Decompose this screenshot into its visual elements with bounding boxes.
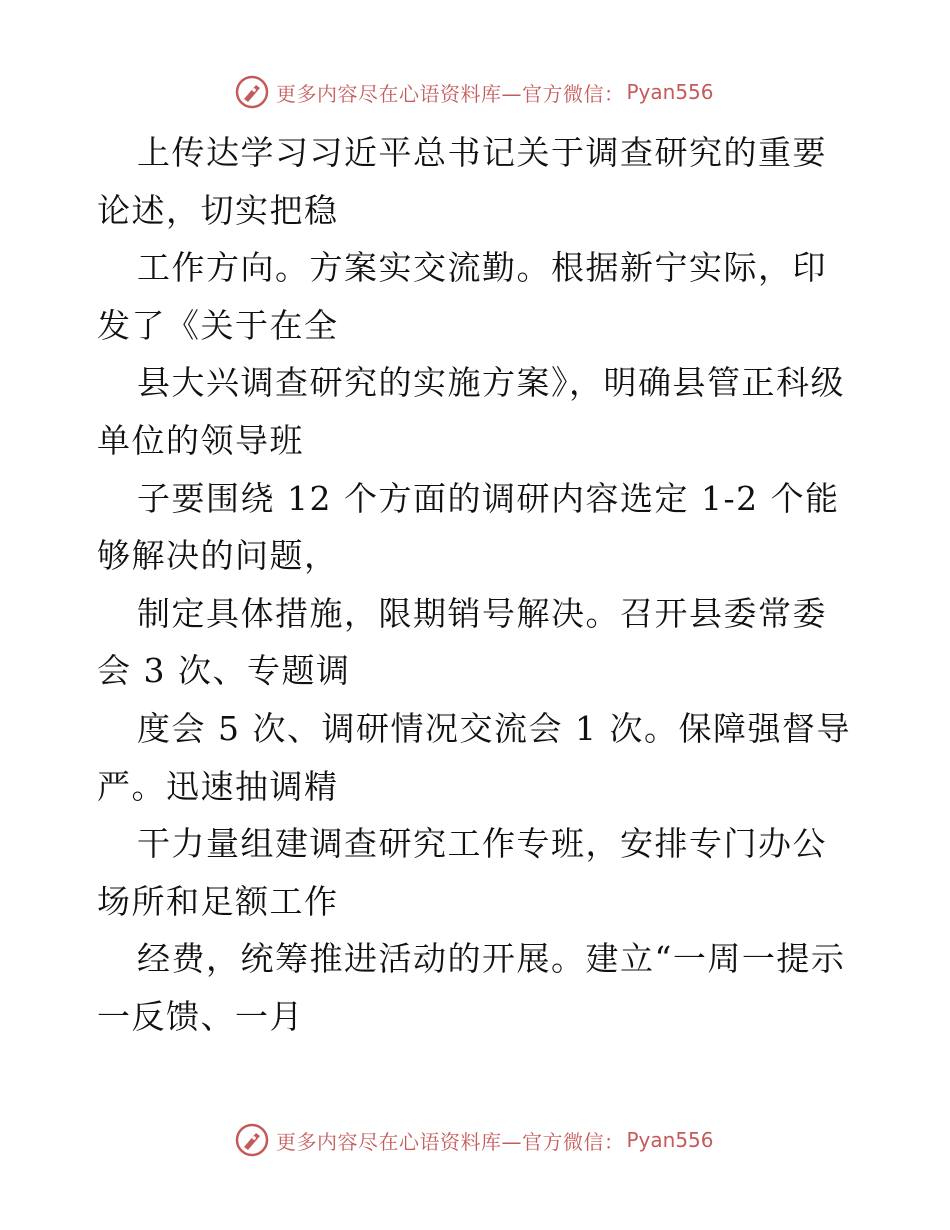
paragraph: 制定具体措施，限期销号解决。召开县委常委会 3 次、专题调 xyxy=(97,593,827,691)
paragraph: 县大兴调查研究的实施方案》，明确县管正科级单位的领导班 xyxy=(97,363,845,460)
document-body xyxy=(97,124,857,1046)
paragraph: 度会 5 次、调研情况交流会 1 次。保障强督导严。迅速抽调精 xyxy=(97,708,851,806)
paragraph: 干力量组建调查研究工作专班，安排专门办公场所和足额工作 xyxy=(97,824,827,921)
pen-nib-logo-icon xyxy=(234,1122,270,1158)
paragraph: 经费，统筹推进活动的开展。建立“一周一提示一反馈、一月 xyxy=(97,939,846,1036)
watermark-text: 更多内容尽在心语资料库—官方微信： xyxy=(276,81,625,106)
pen-nib-logo-icon xyxy=(234,74,270,110)
watermark-wechat-id: Pyan556 xyxy=(626,1128,714,1152)
footer-watermark xyxy=(234,1120,714,1160)
watermark-text: 更多内容尽在心语资料库—官方微信： xyxy=(276,1129,625,1154)
paragraph: 工作方向。方案实交流勤。根据新宁实际，印发了《关于在全 xyxy=(97,248,827,345)
header-watermark xyxy=(234,72,714,112)
watermark-wechat-id: Pyan556 xyxy=(626,80,714,104)
paragraph: 上传达学习习近平总书记关于调查研究的重要论述，切实把稳 xyxy=(97,133,827,230)
paragraph: 子要围绕 12 个方面的调研内容选定 1-2 个能够解决的问题， xyxy=(97,478,840,576)
